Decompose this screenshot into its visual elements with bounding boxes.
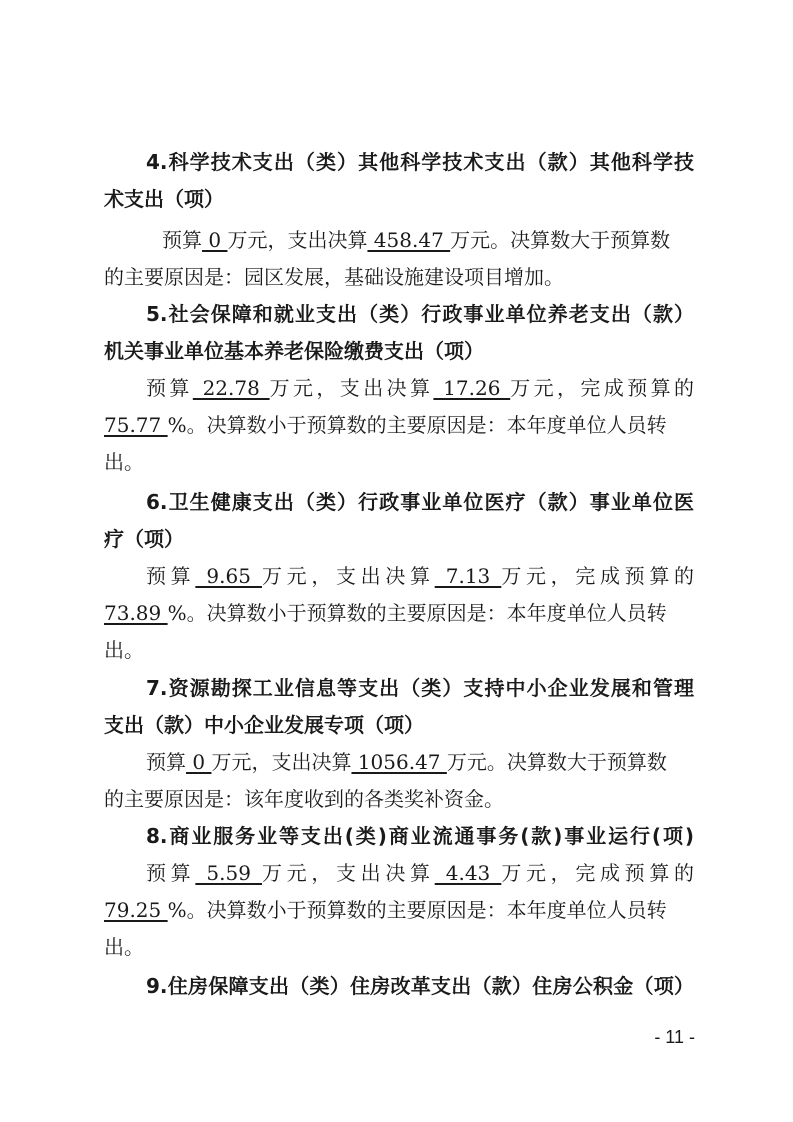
item-7-heading-line-1: 7.资源勘探工业信息等支出（类）支持中小企业发展和管理 (146, 676, 694, 700)
completion-rate: 75.77 (104, 413, 168, 437)
actual-value: 17.26 (433, 376, 511, 400)
unit-text-2: 万元。决算数大于预算数 (446, 750, 667, 774)
item-7-budget-line (146, 744, 694, 780)
unit-text-2: 万元。决算数大于预算数 (450, 228, 671, 252)
completion-rate: 79.25 (104, 898, 168, 922)
budget-label: 预算 (146, 750, 186, 774)
budget-label: 预算 (146, 861, 196, 885)
item-8-budget-line (146, 855, 694, 891)
item-5-last-line: 出。 (104, 450, 144, 474)
budget-value: 5.59 (195, 861, 262, 885)
item-6-last-line: 出。 (104, 638, 144, 662)
reason-text: %。决算数小于预算数的主要原因是：本年度单位人员转 (167, 413, 667, 437)
item-6-heading-line-2: 疗（项） (104, 527, 184, 551)
budget-label: 预算 (146, 376, 193, 400)
actual-value: 7.13 (434, 564, 502, 588)
actual-value: 4.43 (434, 861, 502, 885)
item-4-budget-line (162, 222, 694, 258)
unit-text: 万元，支出决算 (269, 376, 434, 400)
budget-value: 22.78 (192, 376, 270, 400)
unit-text: 万元，支出决算 (261, 861, 435, 885)
item-7-reason-line: 的主要原因是：该年度收到的各类奖补资金。 (104, 787, 504, 811)
item-8-last-line: 出。 (104, 935, 144, 959)
unit-text: 万元，支出决算 (261, 564, 435, 588)
item-5-heading-line-2: 机关事业单位基本养老保险缴费支出（项） (104, 339, 484, 363)
unit-text-2: 万元，完成预算的 (501, 564, 694, 588)
budget-label: 预算 (162, 228, 202, 252)
budget-label: 预算 (146, 564, 196, 588)
actual-value: 458.47 (367, 228, 451, 252)
item-6-rate-line (104, 595, 694, 631)
actual-value: 1056.47 (351, 750, 447, 774)
unit-text: 万元，支出决算 (211, 750, 352, 774)
item-5-budget-line (146, 370, 694, 406)
budget-value: 9.65 (195, 564, 262, 588)
budget-value: 0 (186, 750, 212, 774)
item-7-heading-line-2: 支出（款）中小企业发展专项（项） (104, 713, 424, 737)
reason-text: %。决算数小于预算数的主要原因是：本年度单位人员转 (167, 898, 667, 922)
item-6-heading-line-1: 6.卫生健康支出（类）行政事业单位医疗（款）事业单位医 (146, 490, 694, 514)
item-9-heading: 9.住房保障支出（类）住房改革支出（款）住房公积金（项） (146, 974, 694, 998)
completion-rate: 73.89 (104, 601, 168, 625)
item-5-rate-line (104, 407, 694, 443)
item-5-heading-line-1: 5.社会保障和就业支出（类）行政事业单位养老支出（款） (146, 302, 694, 326)
item-4-heading-line-1: 4.科学技术支出（类）其他科学技术支出（款）其他科学技 (146, 150, 694, 174)
unit-text-2: 万元，完成预算的 (510, 376, 694, 400)
reason-text: %。决算数小于预算数的主要原因是：本年度单位人员转 (167, 601, 667, 625)
unit-text: 万元，支出决算 (227, 228, 368, 252)
unit-text-2: 万元，完成预算的 (501, 861, 694, 885)
budget-value: 0 (202, 228, 228, 252)
item-8-heading: 8.商业服务业等支出(类)商业流通事务(款)事业运行(项) (146, 824, 694, 848)
page-number: - 11 - (654, 1027, 695, 1047)
item-4-reason-line: 的主要原因是：园区发展，基础设施建设项目增加。 (104, 265, 564, 289)
item-4-heading-line-2: 术支出（项） (104, 187, 224, 211)
item-8-rate-line (104, 892, 694, 928)
item-6-budget-line (146, 558, 694, 594)
